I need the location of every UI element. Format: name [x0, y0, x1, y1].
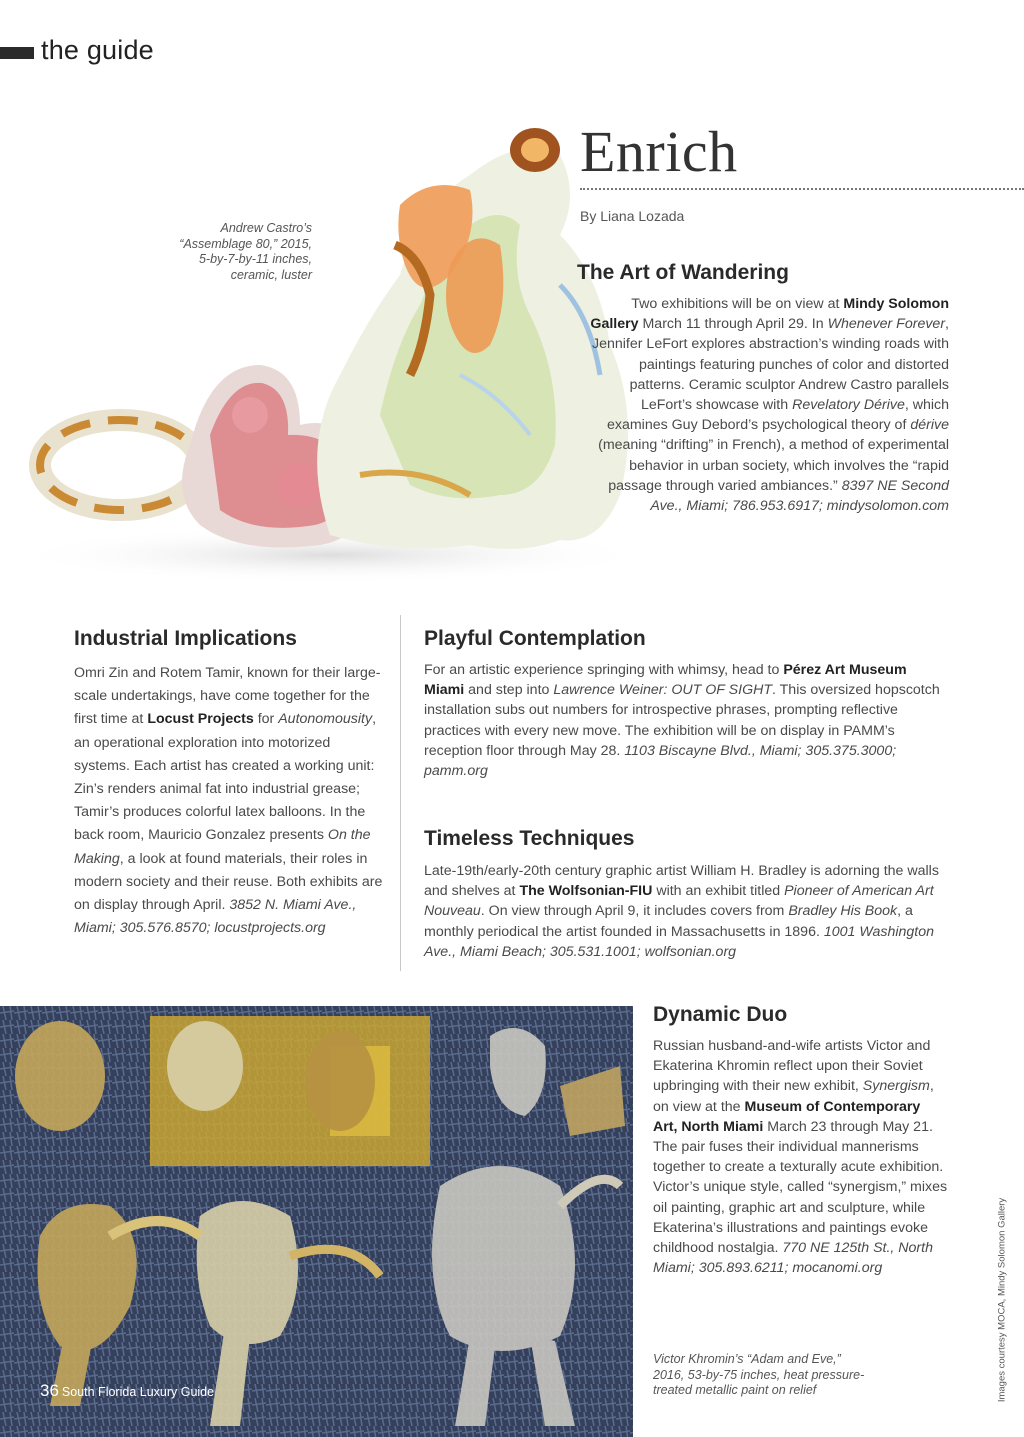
venue-name: Locust Projects: [147, 711, 254, 728]
venue-address: 770 NE 125th St., North Miami; 305.893.6211; mocanomi.org: [653, 1240, 933, 1277]
timeless-body: Late-19th/early-20th century graphic artist William H. Bradley is adorning the walls and shelves at The Wolfsonian-FIU with an exhibit titled Pioneer of American Art Nouveau. On view through April 9, it includes covers from Bradley His Book, a monthly periodical the artist founded in Massachusetts in 1896. 1001 Washington Ave., Miami Beach; 305.531.1001; wolfsonian.org: [424, 863, 939, 960]
venue-name: Museum of Contemporary Art, North Miami: [653, 1098, 921, 1135]
industrial-body: Omri Zin and Rotem Tamir, known for their large-scale undertakings, have come together for the first time at Locust Projects for Autonomousity, an operational exploration into motorized systems. Each artist has created a working unit: Zin’s renders animal fat into industrial grease; Tamir’s produces colorful latex balloons. In the back room, Mauricio Gonzalez presents On the Making, a look at found materials, their roles in modern society and their reuse. Both exhibits are on display through April. 3852 N. Miami Ave., Miami; 305.576.8570; locustprojects.org: [74, 665, 383, 937]
exhibit-title: Synergism: [862, 1078, 930, 1095]
sculpture-photo: [0, 115, 660, 595]
exhibit-title: Pioneer of American Art Nouveau: [424, 883, 934, 920]
venue-name: Mindy Solomon Gallery: [590, 296, 949, 333]
venue-name: The Wolfsonian-FIU: [519, 883, 653, 900]
industrial-heading: Industrial Implications: [74, 627, 297, 650]
exhibit-title: Whenever Forever: [827, 316, 946, 333]
venue-address: 1103 Biscayne Blvd., Miami; 305.375.3000; pamm.org: [424, 742, 897, 780]
venue-name: Pérez Art Museum Miami: [424, 662, 907, 699]
timeless-heading: Timeless Techniques: [424, 827, 635, 850]
painting-caption: Victor Khromin’s “Adam and Eve,” 2016, 53-by-75 inches, heat pressure- treated metallic paint on relief: [653, 1352, 865, 1397]
section-label: the guide: [41, 35, 154, 65]
exhibit-title: Revelatory Dérive: [792, 397, 905, 414]
sculpture-caption: Andrew Castro’s “Assemblage 80,” 2015, 5-by-7-by-11 inches, ceramic, luster: [179, 221, 312, 282]
duo-body: Russian husband-and-wife artists Victor and Ekaterina Khromin reflect upon their Soviet upbringing with their new exhibit, Synergism, on view at the Museum of Contemporary Art, North Miami March 23 through May 21. The pair fuses their individual mannerisms together to create a texturally acute exhibition. Victor’s unique style, called “synergism,” mixes oil painting, graphic art and sculpture, while Ekaterina’s illustrations and paintings evoke childhood nostalgia. 770 NE 125th St., North Miami; 305.893.6211; mocanomi.org: [653, 1038, 948, 1277]
wandering-heading: The Art of Wandering: [577, 261, 789, 284]
wandering-body: Two exhibitions will be on view at Mindy Solomon Gallery March 11 through April 29. In Whenever Forever, Jennifer LeFort explores abstraction’s winding roads with paintings featuring punches of color and distorted patterns. Ceramic sculptor Andrew Castro parallels LeFort’s showcase with Revelatory Dérive, which examines Guy Debord’s psychological theory of dérive (meaning “drifting” in French), a method of experimental behavior in urban society, which involves the “rapid passage through varied ambiances.” 8397 NE Second Ave., Miami; 786.953.6917; mindysolomon.com: [590, 296, 949, 515]
exhibit-title: Autonomousity: [278, 711, 373, 728]
venue-address: 3852 N. Miami Ave., Miami; 305.576.8570; locustprojects.org: [74, 897, 357, 937]
playful-body: For an artistic experience springing with whimsy, head to Pérez Art Museum Miami and step into Lawrence Weiner: OUT OF SIGHT. This oversized hopscotch installation subs out numbers for introspective phrases, prompting reflective practices with every new move. The exhibition will be on display in PAMM’s reception floor through May 28. 1103 Biscayne Blvd., Miami; 305.375.3000; pamm.org: [424, 662, 940, 780]
page-folio: [40, 1381, 214, 1401]
column-divider: [400, 615, 401, 971]
title-divider: [580, 188, 1024, 190]
sculpture-loop-shape: [40, 420, 200, 510]
exhibit-title: On the Making: [74, 827, 371, 867]
section-marker-bar: [0, 47, 34, 59]
image-credit: Images courtesy MOCA, Mindy Solomon Gallery: [996, 1197, 1008, 1403]
playful-heading: Playful Contemplation: [424, 627, 646, 650]
publication-name: South Florida Luxury Guide: [61, 1385, 215, 1399]
feature-title: Enrich: [580, 119, 738, 184]
painting-photo: [0, 1006, 633, 1437]
duo-heading: Dynamic Duo: [653, 1003, 788, 1026]
page-number: 36: [40, 1381, 59, 1400]
exhibit-title: Bradley His Book: [788, 903, 898, 920]
venue-address: 1001 Washington Ave., Miami Beach; 305.531.1001; wolfsonian.org: [424, 923, 935, 960]
exhibit-title: Lawrence Weiner: OUT OF SIGHT: [553, 682, 773, 699]
venue-address: 8397 NE Second Ave., Miami; 786.953.6917; mindysolomon.com: [650, 477, 949, 515]
byline: By Liana Lozada: [580, 208, 685, 224]
